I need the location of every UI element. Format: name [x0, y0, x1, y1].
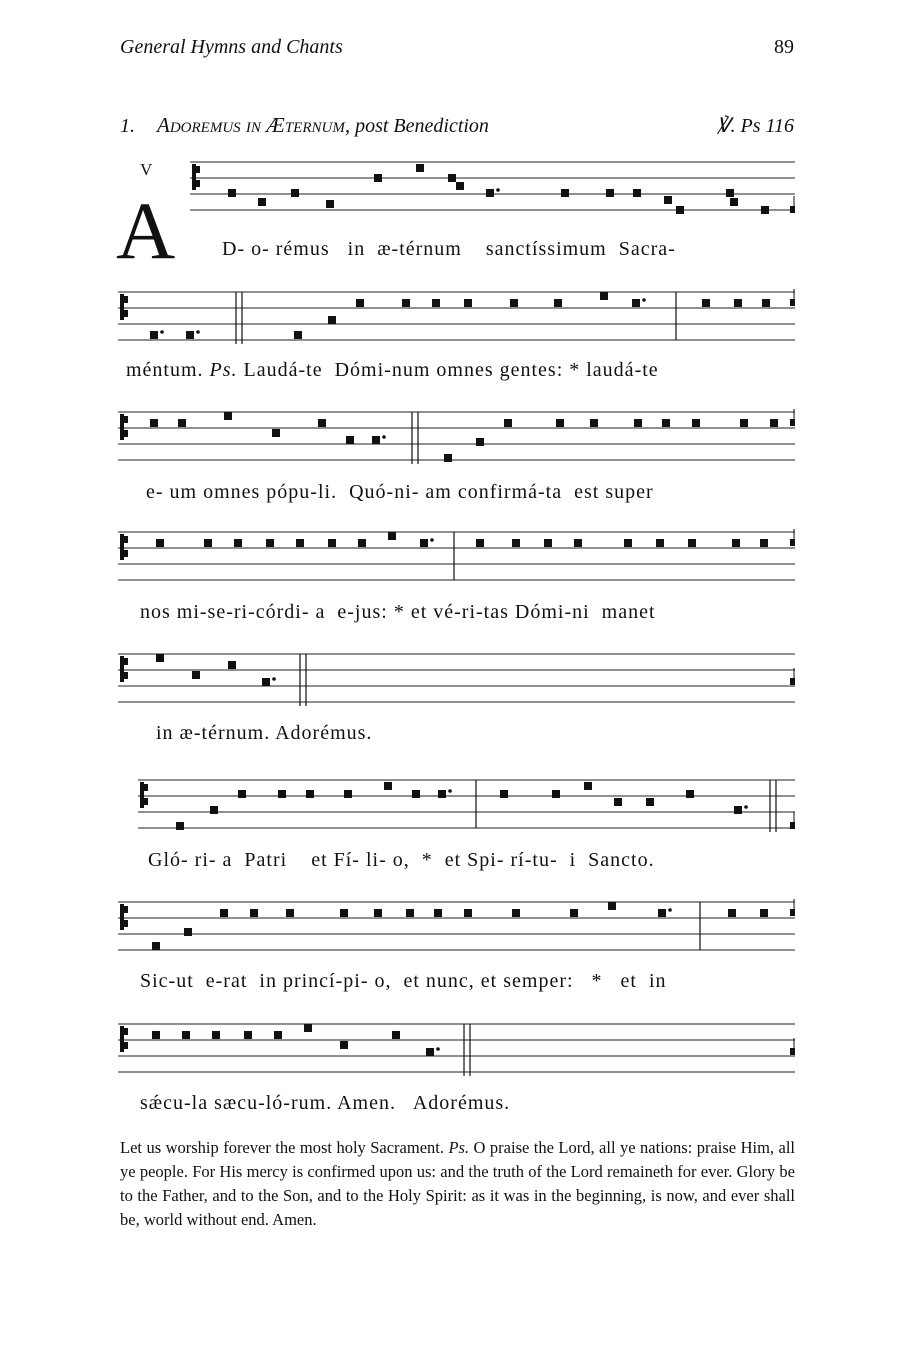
neume-note: [374, 909, 382, 917]
c-clef-upper: [123, 658, 128, 665]
neume-note: [456, 182, 464, 190]
staff-4: [118, 528, 795, 588]
staff-2: [118, 288, 795, 348]
neume-note: [412, 790, 420, 798]
neume-note: [388, 532, 396, 540]
neume-note: [552, 790, 560, 798]
neume-note: [702, 299, 710, 307]
neume-note: [384, 782, 392, 790]
neume-note: [274, 1031, 282, 1039]
custos: [790, 299, 795, 306]
translation-ps-label: Ps.: [448, 1138, 470, 1157]
neume-note: [584, 782, 592, 790]
neume-note: [182, 1031, 190, 1039]
neume-note: [734, 299, 742, 307]
lyric-line-8: sǽcu-la sæcu-ló-rum. Amen. Adorémus.: [140, 1092, 511, 1114]
neume-note: [358, 539, 366, 547]
neume-note: [633, 189, 641, 197]
neume-note: [402, 299, 410, 307]
neume-note: [234, 539, 242, 547]
neume-note: [304, 1024, 312, 1032]
neume-dot: [436, 1047, 440, 1051]
lyric-line-6: Gló- ri- a Patri et Fí- li- o, * et Spi- rí-tu- i Sancto.: [148, 849, 655, 871]
c-clef-upper: [123, 296, 128, 303]
neume-note: [212, 1031, 220, 1039]
neume-note: [574, 539, 582, 547]
neume-dot: [430, 538, 434, 542]
neume-note: [238, 790, 246, 798]
neume-note: [374, 174, 382, 182]
neume-note: [730, 198, 738, 206]
neume-dot: [744, 805, 748, 809]
neume-note: [210, 806, 218, 814]
page-number: 89: [774, 36, 794, 58]
neume-note: [570, 909, 578, 917]
neume-dot: [642, 298, 646, 302]
neume-note: [632, 299, 640, 307]
neume-note: [662, 419, 670, 427]
neume-note: [278, 790, 286, 798]
c-clef-lower: [123, 920, 128, 927]
neume-note: [392, 1031, 400, 1039]
neume-note: [306, 790, 314, 798]
c-clef-lower: [123, 310, 128, 317]
neume-note: [770, 419, 778, 427]
neume-note: [544, 539, 552, 547]
staff-7: [118, 898, 795, 958]
c-clef-upper: [143, 784, 148, 791]
neume-note: [250, 909, 258, 917]
neume-note: [600, 292, 608, 300]
neume-note: [448, 174, 456, 182]
neume-note: [296, 539, 304, 547]
c-clef-upper: [123, 416, 128, 423]
neume-note: [432, 299, 440, 307]
neume-note: [486, 189, 494, 197]
neume-note: [272, 429, 280, 437]
neume-note: [728, 909, 736, 917]
neume-note: [664, 196, 672, 204]
custos: [790, 678, 795, 685]
neume-note: [646, 798, 654, 806]
neume-note: [326, 200, 334, 208]
neume-note: [734, 806, 742, 814]
neume-dot: [160, 330, 164, 334]
staff-8: [118, 1020, 795, 1080]
neume-note: [686, 790, 694, 798]
neume-note: [634, 419, 642, 427]
neume-note: [692, 419, 700, 427]
neume-note: [726, 189, 734, 197]
neume-dot: [382, 435, 386, 439]
c-clef-upper: [123, 1028, 128, 1035]
neume-note: [760, 539, 768, 547]
neume-dot: [448, 789, 452, 793]
custos: [790, 539, 795, 546]
neume-note: [258, 198, 266, 206]
custos: [790, 419, 795, 426]
neume-note: [244, 1031, 252, 1039]
neume-note: [761, 206, 769, 214]
neume-note: [561, 189, 569, 197]
neume-note: [318, 419, 326, 427]
neume-note: [291, 189, 299, 197]
neume-note: [556, 419, 564, 427]
lyric-line-7: Sic-ut e-rat in princí-pi- o, et nunc, et semper: * et in: [140, 970, 667, 992]
neume-note: [676, 206, 684, 214]
c-clef-upper: [123, 536, 128, 543]
neume-note: [406, 909, 414, 917]
neume-note: [344, 790, 352, 798]
c-clef-lower: [123, 672, 128, 679]
staff-6: [138, 776, 795, 836]
chant-name: Adoremus in Æternum,: [157, 113, 351, 137]
neume-note: [512, 909, 520, 917]
neume-note: [176, 822, 184, 830]
neume-note: [328, 316, 336, 324]
neume-dot: [668, 908, 672, 912]
neume-dot: [272, 677, 276, 681]
neume-note: [426, 1048, 434, 1056]
neume-note: [614, 798, 622, 806]
neume-note: [204, 539, 212, 547]
c-clef-lower: [123, 550, 128, 557]
neume-note: [688, 539, 696, 547]
neume-note: [184, 928, 192, 936]
custos: [790, 1048, 795, 1055]
chant-subtitle: post Benediction: [355, 115, 489, 137]
neume-note: [152, 942, 160, 950]
custos: [790, 909, 795, 916]
lyric-line-4: nos mi-se-ri-córdi- a e-jus: * et vé-ri-tas Dómi-ni manet: [140, 601, 656, 623]
neume-note: [476, 438, 484, 446]
neume-note: [186, 331, 194, 339]
neume-note: [346, 436, 354, 444]
neume-note: [608, 902, 616, 910]
neume-note: [228, 189, 236, 197]
chant-title: [120, 113, 489, 138]
staff-5: [118, 650, 795, 710]
neume-note: [512, 539, 520, 547]
neume-note: [286, 909, 294, 917]
neume-note: [464, 909, 472, 917]
english-translation: Let us worship forever the most holy Sacrament. Ps. O praise the Lord, all ye nations: praise Him, all ye people. For His mercy is confirmed upon us: and the truth of the Lord remaineth for ever. Glory be to the Father, and to the Son, and to the Holy Spirit: as it was in the beginning, is now, and ever shall be, world without end. Amen.: [120, 1138, 795, 1229]
neume-note: [760, 909, 768, 917]
custos: [790, 206, 795, 213]
neume-dot: [196, 330, 200, 334]
neume-note: [500, 790, 508, 798]
neume-note: [510, 299, 518, 307]
neume-note: [224, 412, 232, 420]
lyric-line-5: in æ-térnum. Adorémus.: [156, 722, 373, 744]
neume-note: [590, 419, 598, 427]
neume-note: [740, 419, 748, 427]
neume-note: [416, 164, 424, 172]
drop-cap-initial: A: [116, 185, 176, 276]
neume-note: [294, 331, 302, 339]
lyric-line-1: D- o- rémus in æ-térnum sanctíssimum Sacra-: [222, 238, 676, 260]
custos: [790, 822, 795, 829]
c-clef-lower: [143, 798, 148, 805]
mode-number: V: [140, 160, 153, 179]
lyric-line-3: e- um omnes pópu-li. Quó-ni- am confirmá-ta est super: [146, 481, 654, 503]
neume-note: [340, 909, 348, 917]
chant-number: 1.: [120, 115, 135, 137]
neume-note: [178, 419, 186, 427]
neume-note: [658, 909, 666, 917]
c-clef-upper: [195, 166, 200, 173]
neume-note: [192, 671, 200, 679]
c-clef-upper: [123, 906, 128, 913]
neume-note: [372, 436, 380, 444]
staff-1: [190, 158, 795, 218]
neume-note: [156, 654, 164, 662]
neume-note: [262, 678, 270, 686]
c-clef-lower: [123, 430, 128, 437]
c-clef-lower: [123, 1042, 128, 1049]
neume-note: [624, 539, 632, 547]
neume-note: [150, 419, 158, 427]
neume-note: [328, 539, 336, 547]
c-clef-lower: [195, 180, 200, 187]
lyric-laudate: Laudá-te Dómi-num omnes gentes: * laudá-te: [243, 359, 659, 381]
neume-note: [266, 539, 274, 547]
neume-note: [762, 299, 770, 307]
staff-3: [118, 408, 795, 468]
neume-note: [152, 1031, 160, 1039]
neume-note: [438, 790, 446, 798]
neume-note: [476, 539, 484, 547]
neume-note: [434, 909, 442, 917]
neume-note: [606, 189, 614, 197]
neume-note: [464, 299, 472, 307]
lyric-mentum: méntum.: [126, 359, 204, 381]
running-title: General Hymns and Chants: [120, 36, 343, 58]
neume-note: [356, 299, 364, 307]
neume-note: [656, 539, 664, 547]
lyric-line-2: [126, 359, 659, 382]
neume-note: [340, 1041, 348, 1049]
neume-note: [732, 539, 740, 547]
psalm-label: Ps.: [209, 359, 238, 381]
psalm-reference: ℣. Ps 116: [716, 115, 794, 137]
neume-note: [420, 539, 428, 547]
neume-note: [156, 539, 164, 547]
neume-note: [228, 661, 236, 669]
neume-note: [150, 331, 158, 339]
neume-dot: [496, 188, 500, 192]
neume-note: [504, 419, 512, 427]
neume-note: [220, 909, 228, 917]
neume-note: [554, 299, 562, 307]
neume-note: [444, 454, 452, 462]
